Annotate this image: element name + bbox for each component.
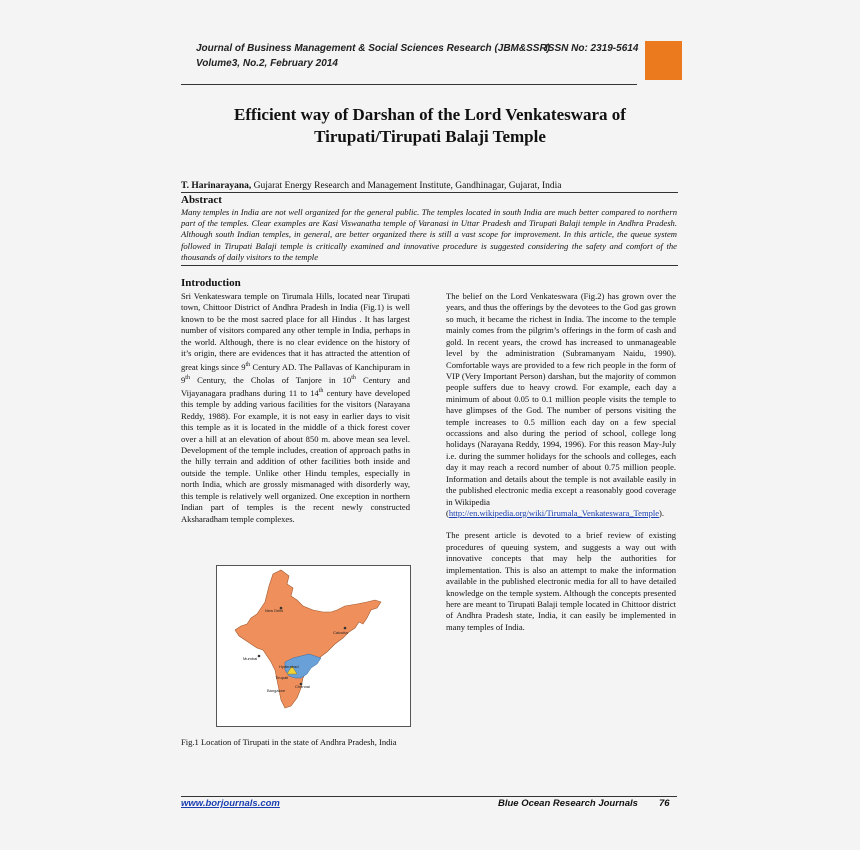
abstract-bottom-rule [181,265,678,266]
journal-name: Journal of Business Management & Social Sciences Research (JBM&SSR) [196,43,550,54]
intro-paragraph-1 [181,291,410,525]
intro-text-d: Century and Vijayanagara pradhans during 11 to [181,374,410,398]
map-label-new-delhi: New Delhi [265,608,284,613]
intro-paragraph-2: The belief on the Lord Venkateswara (Fig.2) has grown over the years, and thus the offerings by the devotees to the God gas grown so much, it became the richest in India. The income to the temple mainly comes from the pilgrim’s offerings in the form of cash and gold. In recent years, the crowd has increased to unmanageable level by the administration (Subramanyam Naidu, 1990). Comfortable ways are provided to a few rich people in the form of VIP (Very Important Person) darshan, but the majority of common people suffers due to heavy crowd. For example, each day a minimum of about 0.05 to 0.1 million people visits the temple to have glimpses of the God. The number of persons visiting the temple increases to 0.5 million each day on a few special occassions and also during the period of school, college long holidays (Narayana Reddy, 1994, 1996). For this reason May-July i.e. during the summer holidays for the schools and colleges, each day it may reach a record number of about 0.75 million people. Information and details about the temple is not available easily in the published electronic media except a reasonably good coverage in Wikipedia [446,291,676,507]
map-label-hyderabad: Hyderabad [279,664,299,669]
ordinal-suffix: th [318,388,324,395]
author-name: T. Harinarayana, [181,181,252,191]
footer-rule [181,796,677,797]
map-label-chennai: Chennai [295,684,310,689]
footer-url [181,798,280,809]
intro-text-b: Century AD. The Pallavas of Kanchipuram in [250,361,411,372]
author-line [181,181,562,191]
abstract-text: Many temples in India are not well organized for the general public. The temples located in south India are much better compared to northern part of the temples. Clear examples are Kasi Viswanatha temple of Varanasi in Uttar Pradesh and Tirupati Balaji temple in Andhra Pradesh. Although south Indian temples, in general, are better organized there is still a vast scope for improvement. In this article, the queue system followed in Tirupati Balaji temple is critically examined and innovative procedure is suggested considering the safety and comfort of the thousands of daily visitors to the temple [181,207,677,262]
wikipedia-link[interactable]: http://en.wikipedia.org/wiki/Tirumala_Venkateswara_Temple [448,508,660,519]
paper-title-line-1: Efficient way of Darshan of the Lord Venkateswara of [234,105,626,124]
intro-text-a: Sri Venkateswara temple on Tirumala Hills, located near Tirupati town, Chittoor District of Andhra Pradesh in India (Fig.1) is well known to be the most sacred place for all Hindus . It has largest number of visitors compared any other temple in India, perhaps in the world. Although, there is no clear evidence on the history of it’s origin, there are evidences that it has attracted the attention of great kings since [181,291,410,372]
wikipedia-citation [446,508,676,519]
header-rule [181,84,637,85]
ordinal-number: 9 [241,361,246,372]
intro-column-right [446,291,676,633]
map-label-mumbai: Mumbai [243,656,258,661]
paren-open: ( [446,508,449,519]
ordinal-suffix: th [185,374,190,381]
city-dot-mumbai [258,655,261,658]
paper-title [180,104,680,148]
author-affiliation: Gujarat Energy Research and Management Institute, Gandhinagar, Gujarat, India [251,181,562,191]
map-label-tirupati: Tirupati [275,675,289,680]
ordinal-number: 9 [181,374,186,385]
intro-text-e: century have developed this temple by adding various facilities for the visitors (Narayana Reddy, 1988). For example, it is not easy in earlier days to visit this temple as it is located in the middle of a thick forest cover over a hill at an elevation of about 850 m. above mean sea level. Development of the temple includes, creation of approach paths in the hilly terrain and addition of other facilities both inside and outside the temple. Unlike other Hindu temples, especially in north India, which are grossly mismanaged with disorderly way, this temple is relatively well organized. One exception in northern Indian part of temples is the recent newly constructed Aksharadham temple complexes. [181,387,410,524]
journal-logo-block [645,41,682,80]
paper-title-line-2: Tirupati/Tirupati Balaji Temple [314,127,546,146]
intro-column-left [181,291,410,525]
introduction-heading: Introduction [181,277,241,289]
paren-close: ). [659,508,665,519]
city-dot-calcutta [344,627,347,630]
figure-1-caption: Fig.1 Location of Tirupati in the state of Andhra Pradesh, India [181,737,397,747]
figure-1-map [216,565,411,727]
abstract-top-rule [181,192,678,193]
india-map-illustration [217,566,410,726]
footer-publisher: Blue Ocean Research Journals [498,798,638,809]
map-label-calcutta: Calcutta [333,630,348,635]
map-label-bangalore: Bangalore [267,688,286,693]
ordinal-number: 14 [310,387,319,398]
intro-text-c: Century, the Cholas of Tanjore in [189,374,343,385]
ordinal-number: 10 [342,374,352,385]
issn-number: ISSN No: 2319-5614 [545,43,639,54]
intro-paragraph-3: The present article is devoted to a brief review of existing procedures of queuing system, and suggests a way out with innovative concepts that may help the authorities for implementation. This is also an attempt to make the information available in the published electronic media for all to have detailed knowledge on the temple system. Although the concepts presented here are meant to Tirupati Balaji temple located in Chittoor district of Andhra Pradesh state, India, it can easily be implemented in many temples of India. [446,530,676,632]
abstract-heading: Abstract [181,194,222,206]
journal-website-link[interactable]: www.borjournals.com [181,798,280,809]
volume-info: Volume3, No.2, February 2014 [196,58,338,69]
page-number: 76 [659,798,670,809]
ordinal-suffix: th [245,361,251,368]
ordinal-suffix: th [351,374,356,381]
